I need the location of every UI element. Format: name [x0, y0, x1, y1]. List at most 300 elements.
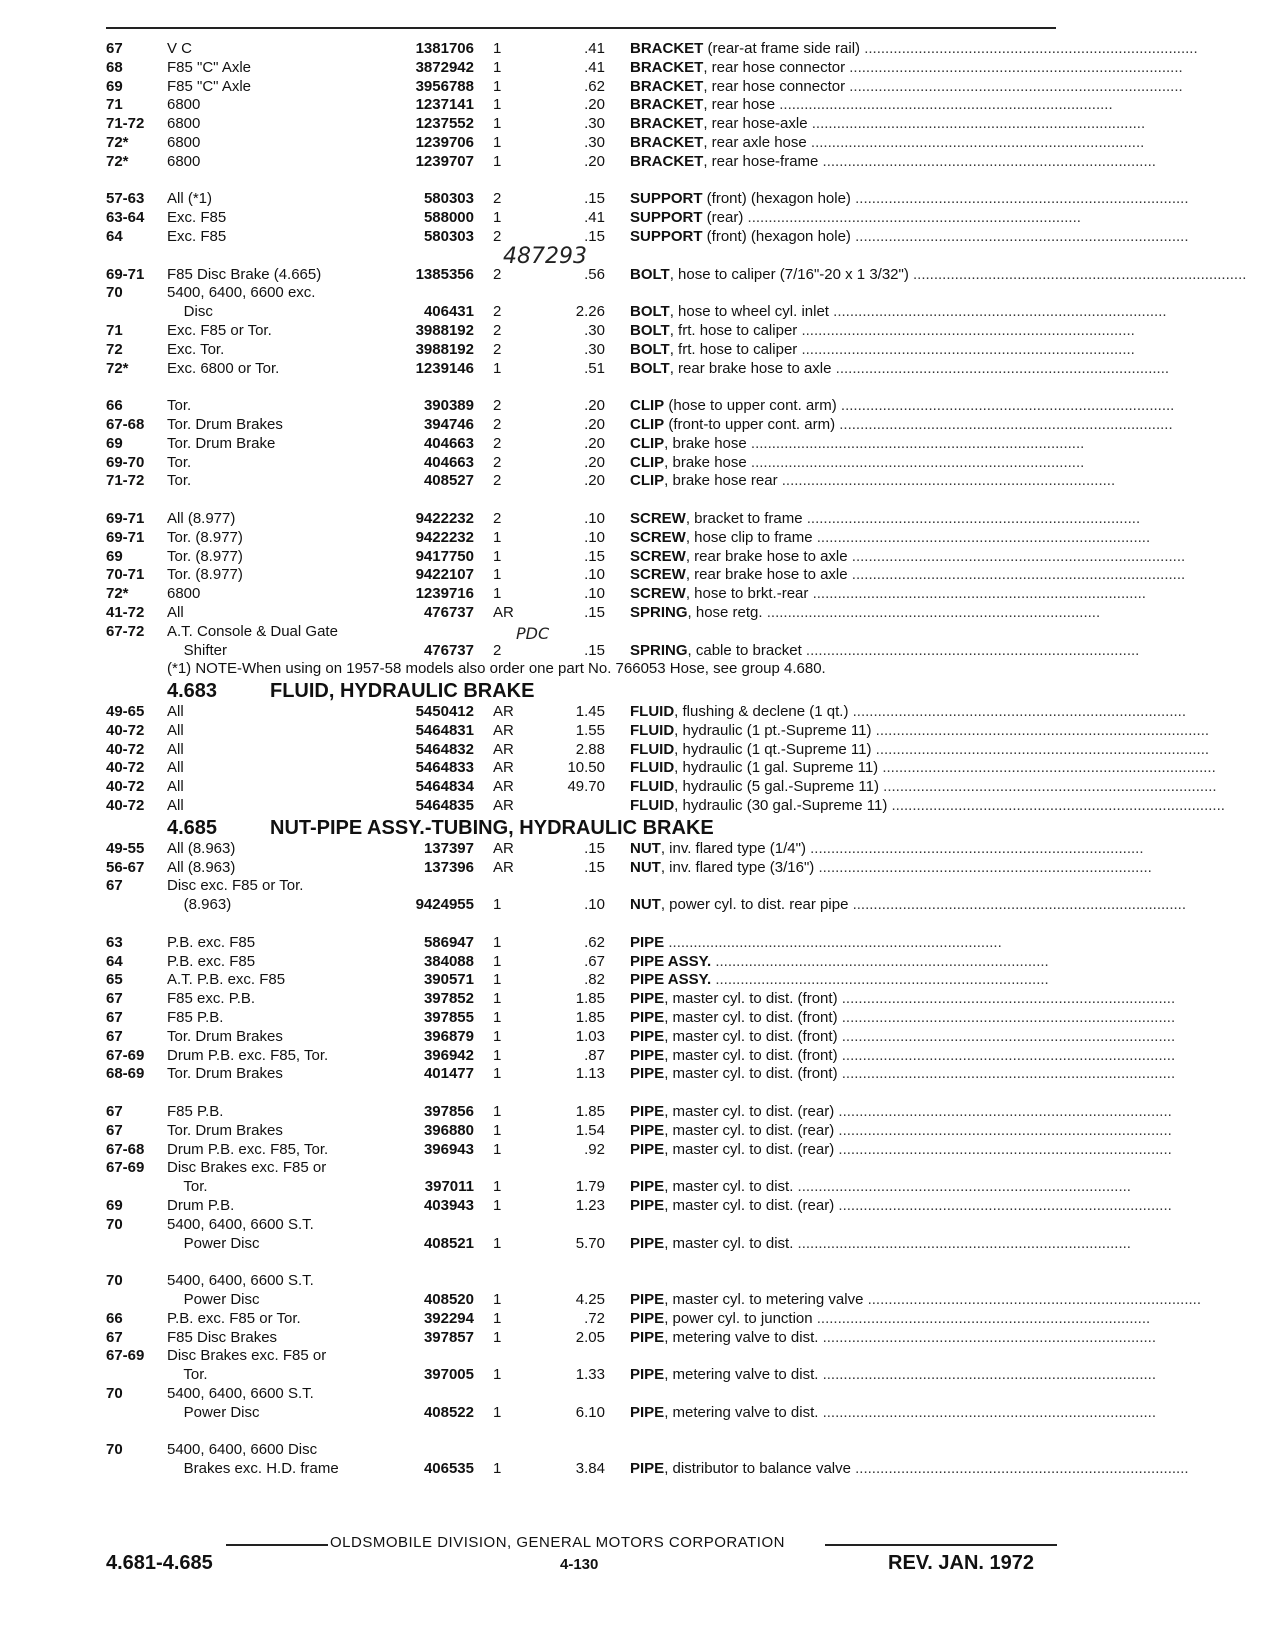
- description-name: SPRING: [630, 641, 688, 659]
- description-name: PIPE: [630, 990, 665, 1008]
- description: [630, 1197, 1172, 1216]
- dot-leader: ................................................................................: [802, 509, 1141, 527]
- quantity: AR: [493, 858, 514, 876]
- part-number: 1237141: [415, 96, 474, 114]
- parts-row: [0, 759, 1263, 778]
- dot-leader: ................................................................................: [887, 797, 1225, 815]
- price: 10.50: [567, 759, 605, 777]
- price: .20: [584, 472, 605, 490]
- description-name: NUT: [630, 896, 661, 914]
- dot-leader: ................................................................................: [850, 227, 1189, 245]
- quantity: 2: [493, 321, 502, 339]
- spacer: [0, 1084, 1263, 1103]
- description-name: FLUID: [630, 703, 675, 721]
- quantity: 1: [493, 152, 502, 170]
- description-detail: , master cyl. to dist. (front): [664, 990, 838, 1008]
- dot-leader: ................................................................................: [818, 1328, 1156, 1346]
- application: Tor. (8.977): [167, 547, 243, 565]
- price: 2.88: [575, 740, 605, 758]
- application: Tor. Drum Brake: [167, 434, 276, 452]
- description-name: BRACKET: [630, 152, 704, 170]
- spacer: [0, 247, 1263, 266]
- footer-rule-lead: [226, 1544, 328, 1546]
- parts-row: [0, 797, 1263, 816]
- price: 1.85: [575, 1103, 605, 1121]
- part-number: 396880: [423, 1121, 474, 1139]
- quantity: AR: [493, 721, 514, 739]
- price: 1.85: [575, 1009, 605, 1027]
- section-heading: [0, 816, 1263, 840]
- description-detail: (front) (hexagon hole): [702, 190, 851, 208]
- parts-row: [0, 1291, 1263, 1310]
- parts-row: [0, 604, 1263, 623]
- application: F85 Disc Brake (4.665): [167, 265, 322, 283]
- dot-leader: ................................................................................: [812, 1309, 1151, 1327]
- parts-row: [0, 1047, 1263, 1066]
- application: Power Disc: [167, 1234, 260, 1252]
- part-number: 476737: [423, 641, 474, 659]
- description-detail: , brake hose: [664, 453, 747, 471]
- parts-row: [0, 934, 1263, 953]
- application: V C: [167, 40, 193, 57]
- section-number: 4.683: [167, 680, 218, 703]
- description-name: PIPE: [630, 1027, 665, 1045]
- model-years: 71-72: [106, 472, 145, 490]
- parts-row: [0, 953, 1263, 972]
- description-detail: , power cyl. to junction: [664, 1309, 813, 1327]
- quantity: 1: [493, 1178, 502, 1196]
- model-years: 67-68: [106, 415, 145, 433]
- price: .15: [584, 641, 605, 659]
- description-detail: , hydraulic (30 gal.-Supreme 11): [674, 797, 888, 815]
- price: .82: [584, 971, 605, 989]
- model-years: 71: [106, 96, 123, 114]
- model-years: 67: [106, 877, 123, 895]
- application: All (8.963): [167, 839, 236, 857]
- description: [630, 934, 1058, 953]
- price: .30: [584, 340, 605, 358]
- description-detail: , rear brake hose to axle: [669, 359, 832, 377]
- description-name: PIPE: [630, 933, 665, 951]
- description-name: BOLT: [630, 340, 670, 358]
- price: .20: [584, 96, 605, 114]
- parts-row: [0, 40, 1263, 59]
- parts-list: [0, 40, 1263, 1479]
- model-years: 69: [106, 434, 123, 452]
- parts-row: [0, 529, 1263, 548]
- application: All: [167, 603, 184, 621]
- dot-leader: ................................................................................: [831, 359, 1170, 377]
- description-detail: , master cyl. to dist. (rear): [664, 1140, 835, 1158]
- part-number: 408527: [423, 472, 474, 490]
- dot-leader: ................................................................................: [797, 321, 1135, 339]
- application: Tor.: [167, 453, 192, 471]
- description-detail: , inv. flared type (1/4"): [660, 839, 806, 857]
- part-number: 404663: [423, 434, 474, 452]
- parts-row: [0, 134, 1263, 153]
- description: [630, 321, 1135, 341]
- application: 6800: [167, 585, 201, 603]
- dot-leader: ................................................................................: [837, 1046, 1176, 1064]
- application: F85 "C" Axle: [167, 77, 252, 95]
- quantity: 1: [493, 933, 502, 951]
- price: 3.84: [575, 1460, 605, 1478]
- model-years: 72*: [106, 133, 129, 151]
- model-years: 67: [106, 1027, 123, 1045]
- quantity: 2: [493, 453, 502, 471]
- description: [630, 953, 1058, 972]
- description: [630, 778, 1217, 797]
- application: All (*1): [167, 190, 213, 208]
- part-number: 403943: [423, 1197, 474, 1215]
- part-number: 394746: [423, 415, 474, 433]
- description-name: PIPE: [630, 1366, 665, 1384]
- part-number: 580303: [423, 190, 474, 208]
- part-number: 404663: [423, 453, 474, 471]
- parts-row: [0, 1159, 1263, 1178]
- application: 5400, 6400, 6600 S.T.: [167, 1272, 314, 1290]
- description: [630, 1065, 1176, 1084]
- description-name: CLIP: [630, 397, 665, 415]
- dot-leader: ................................................................................: [908, 265, 1247, 283]
- description: [630, 858, 1152, 878]
- description-detail: , hose to wheel cyl. inlet: [669, 303, 829, 321]
- part-number: 580303: [423, 227, 474, 245]
- model-years: 68-69: [106, 1065, 145, 1083]
- model-years: 64: [106, 952, 123, 970]
- parts-row: [0, 397, 1263, 416]
- parts-row: [0, 454, 1263, 473]
- description-detail: (rear): [702, 209, 744, 227]
- application: 6800: [167, 96, 201, 114]
- application: Exc. Tor.: [167, 340, 225, 358]
- dot-leader: ................................................................................: [746, 434, 1085, 452]
- model-years: 69-70: [106, 453, 145, 471]
- parts-row: [0, 896, 1263, 915]
- description: [630, 340, 1135, 360]
- application: Disc exc. F85 or Tor.: [167, 877, 304, 895]
- section-heading: [0, 679, 1263, 703]
- application: Tor. (8.977): [167, 566, 243, 584]
- description: [630, 359, 1170, 379]
- quantity: 1: [493, 1103, 502, 1121]
- dot-leader: ................................................................................: [777, 472, 1116, 490]
- quantity: 2: [493, 340, 502, 358]
- application: Exc. 6800 or Tor.: [167, 359, 280, 377]
- description-detail: , hose retg.: [687, 603, 763, 621]
- dot-leader: ................................................................................: [818, 1366, 1156, 1384]
- description: [630, 472, 1116, 491]
- model-years: 69-71: [106, 528, 145, 546]
- parts-row: [0, 1028, 1263, 1047]
- quantity: 1: [493, 547, 502, 565]
- description-detail: , metering valve to dist.: [664, 1366, 819, 1384]
- parts-row: [0, 840, 1263, 859]
- description: [630, 209, 1081, 228]
- description-name: SUPPORT: [630, 209, 703, 227]
- part-number: 5464833: [415, 759, 474, 777]
- part-number: 588000: [423, 209, 474, 227]
- quantity: AR: [493, 740, 514, 758]
- part-number: 390389: [423, 397, 474, 415]
- description-detail: , hose clip to frame: [685, 528, 813, 546]
- dot-leader: ................................................................................: [711, 952, 1049, 970]
- model-years: 67-69: [106, 1159, 145, 1177]
- parts-row: [0, 190, 1263, 209]
- description: [630, 603, 1101, 623]
- quantity: 1: [493, 566, 502, 584]
- footer-corporation: OLDSMOBILE DIVISION, GENERAL MOTORS CORPORATION: [330, 1534, 785, 1551]
- top-rule: [106, 27, 1056, 29]
- description-detail: , master cyl. to dist. (rear): [664, 1103, 835, 1121]
- description-name: CLIP: [630, 453, 665, 471]
- dot-leader: ................................................................................: [848, 896, 1186, 914]
- price: .41: [584, 58, 605, 76]
- parts-row: [0, 1460, 1263, 1479]
- parts-row: [0, 341, 1263, 360]
- part-number: 396942: [423, 1046, 474, 1064]
- description-detail: , master cyl. to dist. (rear): [664, 1197, 835, 1215]
- spacer: [0, 172, 1263, 191]
- dot-leader: ................................................................................: [797, 340, 1135, 358]
- application: Shifter: [167, 641, 228, 659]
- description: [630, 740, 1210, 760]
- model-years: 65: [106, 971, 123, 989]
- description-name: FLUID: [630, 759, 675, 777]
- description-detail: , bracket to frame: [685, 509, 803, 527]
- part-number: 9422232: [415, 528, 474, 546]
- description-name: PIPE ASSY.: [630, 971, 712, 989]
- part-number: 397011: [424, 1178, 474, 1196]
- description-name: BOLT: [630, 359, 670, 377]
- parts-row: [0, 416, 1263, 435]
- model-years: 67: [106, 1103, 123, 1121]
- parts-row: [0, 1103, 1263, 1122]
- parts-row: [0, 1216, 1263, 1235]
- price: 1.33: [575, 1366, 605, 1384]
- part-number: 137396: [423, 858, 474, 876]
- application: Tor. Drum Brakes: [167, 1065, 283, 1083]
- part-number: 397852: [423, 990, 474, 1008]
- parts-row: [0, 642, 1263, 661]
- description-name: PIPE: [630, 1140, 665, 1158]
- description: [630, 1103, 1172, 1122]
- price: .30: [584, 321, 605, 339]
- application: Drum P.B.: [167, 1197, 235, 1215]
- quantity: 2: [493, 641, 502, 659]
- model-years: 69: [106, 1197, 123, 1215]
- description: [630, 397, 1175, 416]
- model-years: 67: [106, 1328, 123, 1346]
- description-detail: , metering valve to dist.: [664, 1403, 819, 1421]
- model-years: 72*: [106, 585, 129, 603]
- dot-leader: ................................................................................: [834, 1121, 1172, 1139]
- model-years: 41-72: [106, 603, 145, 621]
- part-number: 9424955: [415, 896, 474, 914]
- model-years: 67: [106, 990, 123, 1008]
- model-years: 40-72: [106, 721, 145, 739]
- application: F85 exc. P.B.: [167, 990, 256, 1008]
- part-number: 397005: [423, 1366, 474, 1384]
- application: All: [167, 740, 184, 758]
- description-name: PIPE: [630, 1328, 665, 1346]
- quantity: 2: [493, 227, 502, 245]
- price: .20: [584, 453, 605, 471]
- application: Disc Brakes exc. F85 or: [167, 1347, 327, 1365]
- description-name: PIPE ASSY.: [630, 952, 712, 970]
- parts-row: [0, 303, 1263, 322]
- price: 1.85: [575, 990, 605, 1008]
- description: [630, 96, 1113, 115]
- description-name: BOLT: [630, 321, 670, 339]
- application: Tor.: [167, 1178, 208, 1196]
- application: Tor.: [167, 1366, 208, 1384]
- dot-leader: ................................................................................: [818, 152, 1156, 170]
- description-detail: , rear hose connector: [703, 77, 846, 95]
- model-years: 57-63: [106, 190, 145, 208]
- description-name: PIPE: [630, 1178, 665, 1196]
- price: .62: [584, 933, 605, 951]
- description-name: SPRING: [630, 603, 688, 621]
- description: [630, 797, 1225, 816]
- description-name: PIPE: [630, 1234, 665, 1252]
- dot-leader: ................................................................................: [746, 453, 1085, 471]
- application: All: [167, 778, 184, 796]
- description-name: BRACKET: [630, 133, 704, 151]
- dot-leader: ................................................................................: [847, 566, 1186, 584]
- model-years: 67: [106, 40, 123, 57]
- parts-row: [0, 1178, 1263, 1197]
- footer-page-number: 4-130: [560, 1556, 599, 1573]
- dot-leader: ................................................................................: [848, 703, 1187, 721]
- quantity: 1: [493, 585, 502, 603]
- price: 5.70: [575, 1234, 605, 1252]
- dot-leader: ................................................................................: [871, 721, 1210, 739]
- part-number: 3988192: [415, 321, 474, 339]
- parts-row: [0, 1065, 1263, 1084]
- dot-leader: ................................................................................: [743, 209, 1081, 227]
- parts-row: [0, 1235, 1263, 1254]
- part-number: 392294: [423, 1309, 474, 1327]
- application: 5400, 6400, 6600 S.T.: [167, 1215, 314, 1233]
- description-name: PIPE: [630, 1197, 665, 1215]
- part-number: 408521: [423, 1234, 474, 1252]
- description-detail: , master cyl. to dist. (rear): [664, 1121, 835, 1139]
- price: .72: [584, 1309, 605, 1327]
- description-name: CLIP: [630, 415, 665, 433]
- parts-row: [0, 96, 1263, 115]
- footer-revision: REV. JAN. 1972: [888, 1552, 1035, 1574]
- description: [630, 1291, 1201, 1310]
- description: [630, 641, 1140, 661]
- dot-leader: ................................................................................: [793, 1178, 1131, 1196]
- description: [630, 1460, 1189, 1479]
- application: 6800: [167, 115, 201, 133]
- model-years: 69: [106, 547, 123, 565]
- dot-leader: ................................................................................: [762, 603, 1101, 621]
- quantity: 1: [493, 971, 502, 989]
- price: .15: [584, 190, 605, 208]
- model-years: 40-72: [106, 797, 145, 815]
- description-detail: , metering valve to dist.: [664, 1328, 819, 1346]
- price: 1.13: [575, 1065, 605, 1083]
- quantity: 1: [493, 1328, 502, 1346]
- quantity: 1: [493, 1234, 502, 1252]
- footnote: (*1) NOTE-When using on 1957-58 models also order one part No. 766053 Hose, see group 4.680.: [167, 660, 826, 678]
- description-detail: , hose to caliper (7/16"-20 x 1 3/32"): [669, 265, 909, 283]
- part-number: 406535: [423, 1460, 474, 1478]
- description-name: FLUID: [630, 740, 675, 758]
- quantity: AR: [493, 603, 514, 621]
- parts-row: [0, 990, 1263, 1009]
- part-number: 1385356: [415, 265, 474, 283]
- description-detail: , rear brake hose to axle: [685, 566, 848, 584]
- description-name: BOLT: [630, 303, 670, 321]
- dot-leader: ................................................................................: [775, 96, 1113, 114]
- application: Tor. Drum Brakes: [167, 1121, 283, 1139]
- price: .20: [584, 434, 605, 452]
- price: 6.10: [575, 1403, 605, 1421]
- description: [630, 971, 1058, 990]
- parts-row: [0, 209, 1263, 228]
- price: 4.25: [575, 1291, 605, 1308]
- part-number: 408522: [423, 1403, 474, 1421]
- part-number: 1239706: [415, 133, 474, 151]
- application: All: [167, 759, 184, 777]
- description-name: BRACKET: [630, 77, 704, 95]
- description: [630, 1009, 1176, 1028]
- part-number: 1239716: [415, 585, 474, 603]
- quantity: 1: [493, 1366, 502, 1384]
- dot-leader: ................................................................................: [818, 1403, 1156, 1421]
- quantity: 2: [493, 472, 502, 490]
- price: .15: [584, 547, 605, 565]
- section-title: NUT-PIPE ASSY.-TUBING, HYDRAULIC BRAKE: [270, 816, 714, 839]
- description-detail: (rear-at frame side rail): [703, 40, 861, 57]
- parts-row: [0, 284, 1263, 303]
- part-number: 5464832: [415, 740, 474, 758]
- quantity: 1: [493, 77, 502, 95]
- price: .30: [584, 133, 605, 151]
- part-number: 5464835: [415, 797, 474, 815]
- model-years: 67-68: [106, 1140, 145, 1158]
- dot-leader: ................................................................................: [806, 133, 1145, 151]
- application: P.B. exc. F85: [167, 952, 256, 970]
- part-number: 408520: [423, 1291, 474, 1308]
- dot-leader: ................................................................................: [878, 759, 1216, 777]
- description-detail: , master cyl. to dist. (front): [664, 1009, 838, 1027]
- quantity: 2: [493, 509, 502, 527]
- footer-rule-right: [825, 1544, 1057, 1546]
- part-number: 1237552: [415, 115, 474, 133]
- description-name: NUT: [630, 839, 661, 857]
- description-name: PIPE: [630, 1065, 665, 1083]
- application: Exc. F85: [167, 209, 227, 227]
- dot-leader: ................................................................................: [845, 77, 1183, 95]
- model-years: 67: [106, 1121, 123, 1139]
- parts-row: [0, 78, 1263, 97]
- price: .10: [584, 566, 605, 584]
- description: [630, 434, 1085, 454]
- quantity: 1: [493, 115, 502, 133]
- parts-row: [0, 623, 1263, 642]
- application: P.B. exc. F85 or Tor.: [167, 1309, 301, 1327]
- description-detail: , master cyl. to dist. (front): [664, 1027, 838, 1045]
- model-years: 67-72: [106, 622, 145, 640]
- description-name: PIPE: [630, 1046, 665, 1064]
- parts-row: [0, 566, 1263, 585]
- description-name: FLUID: [630, 778, 675, 796]
